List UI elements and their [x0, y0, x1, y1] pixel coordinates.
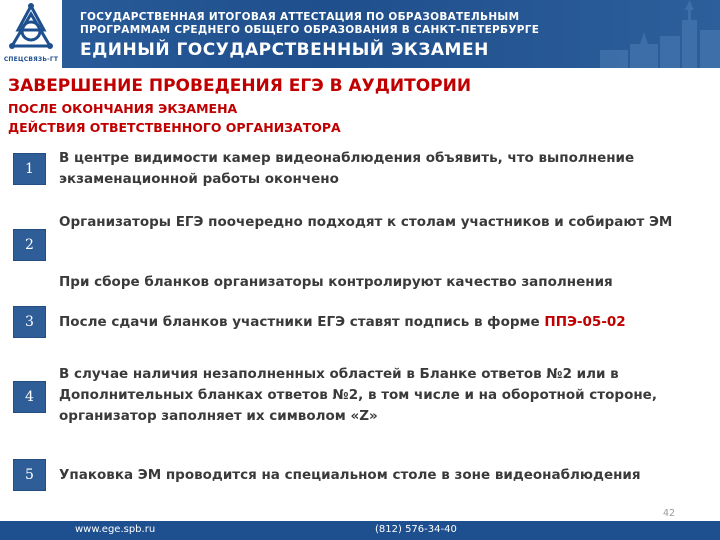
header-org-line1: ГОСУДАРСТВЕННАЯ ИТОГОВАЯ АТТЕСТАЦИЯ ПО ОБРАЗОВАТЕЛЬНЫМ: [80, 11, 520, 23]
step-text-main: После сдачи бланков участники ЕГЭ ставят подпись в форме: [59, 314, 545, 330]
slide-title: ЗАВЕРШЕНИЕ ПРОВЕДЕНИЯ ЕГЭ В АУДИТОРИИ: [8, 76, 472, 96]
slide-subtitle: ПОСЛЕ ОКОНЧАНИЯ ЭКЗАМЕНА: [8, 101, 238, 116]
form-code-highlight: ППЭ-05-02: [544, 314, 626, 330]
step-text: Организаторы ЕГЭ поочередно подходят к столам участников и собирают ЭМ: [59, 214, 673, 230]
city-skyline-icon: [520, 0, 720, 68]
step-number-badge: 5: [13, 459, 46, 491]
step-text: Упаковка ЭМ проводится на специальном столе в зоне видеонаблюдения: [59, 467, 641, 483]
step-number-badge: 3: [13, 306, 46, 338]
header-banner: [0, 0, 720, 68]
page-number: 42: [663, 508, 676, 519]
phone-number: (812) 576-34-40: [375, 524, 457, 535]
logo-icon: [0, 0, 62, 56]
step-text: В центре видимости камер видеонаблюдения объявить, что выполнение экзаменационной работы окончено: [59, 150, 635, 187]
footer-bar: [0, 521, 720, 540]
step-text: В случае наличия незаполненных областей в Бланке ответов №2 или в Дополнительных бланках ответов №2, в том числе и на оборотной стороне, организатор заполняет их символом «Z»: [59, 366, 657, 424]
step-number-badge: 1: [13, 153, 46, 185]
step-number-badge: 4: [13, 381, 46, 413]
logo: [0, 0, 62, 68]
header-exam-title: ЕДИНЫЙ ГОСУДАРСТВЕННЫЙ ЭКЗАМЕН: [80, 40, 489, 60]
step-note: При сборе бланков организаторы контролируют качество заполнения: [59, 274, 613, 290]
website-link[interactable]: www.ege.spb.ru: [75, 524, 156, 535]
slide-subtitle-2: ДЕЙСТВИЯ ОТВЕТСТВЕННОГО ОРГАНИЗАТОРА: [8, 120, 341, 135]
step-number-badge: 2: [13, 229, 46, 261]
logo-text: СПЕЦСВЯЗЬ-ГТ: [3, 56, 59, 63]
step-text: [59, 312, 709, 333]
header-org-line2: ПРОГРАММАМ СРЕДНЕГО ОБЩЕГО ОБРАЗОВАНИЯ В САНКТ-ПЕТЕРБУРГЕ: [80, 24, 540, 36]
